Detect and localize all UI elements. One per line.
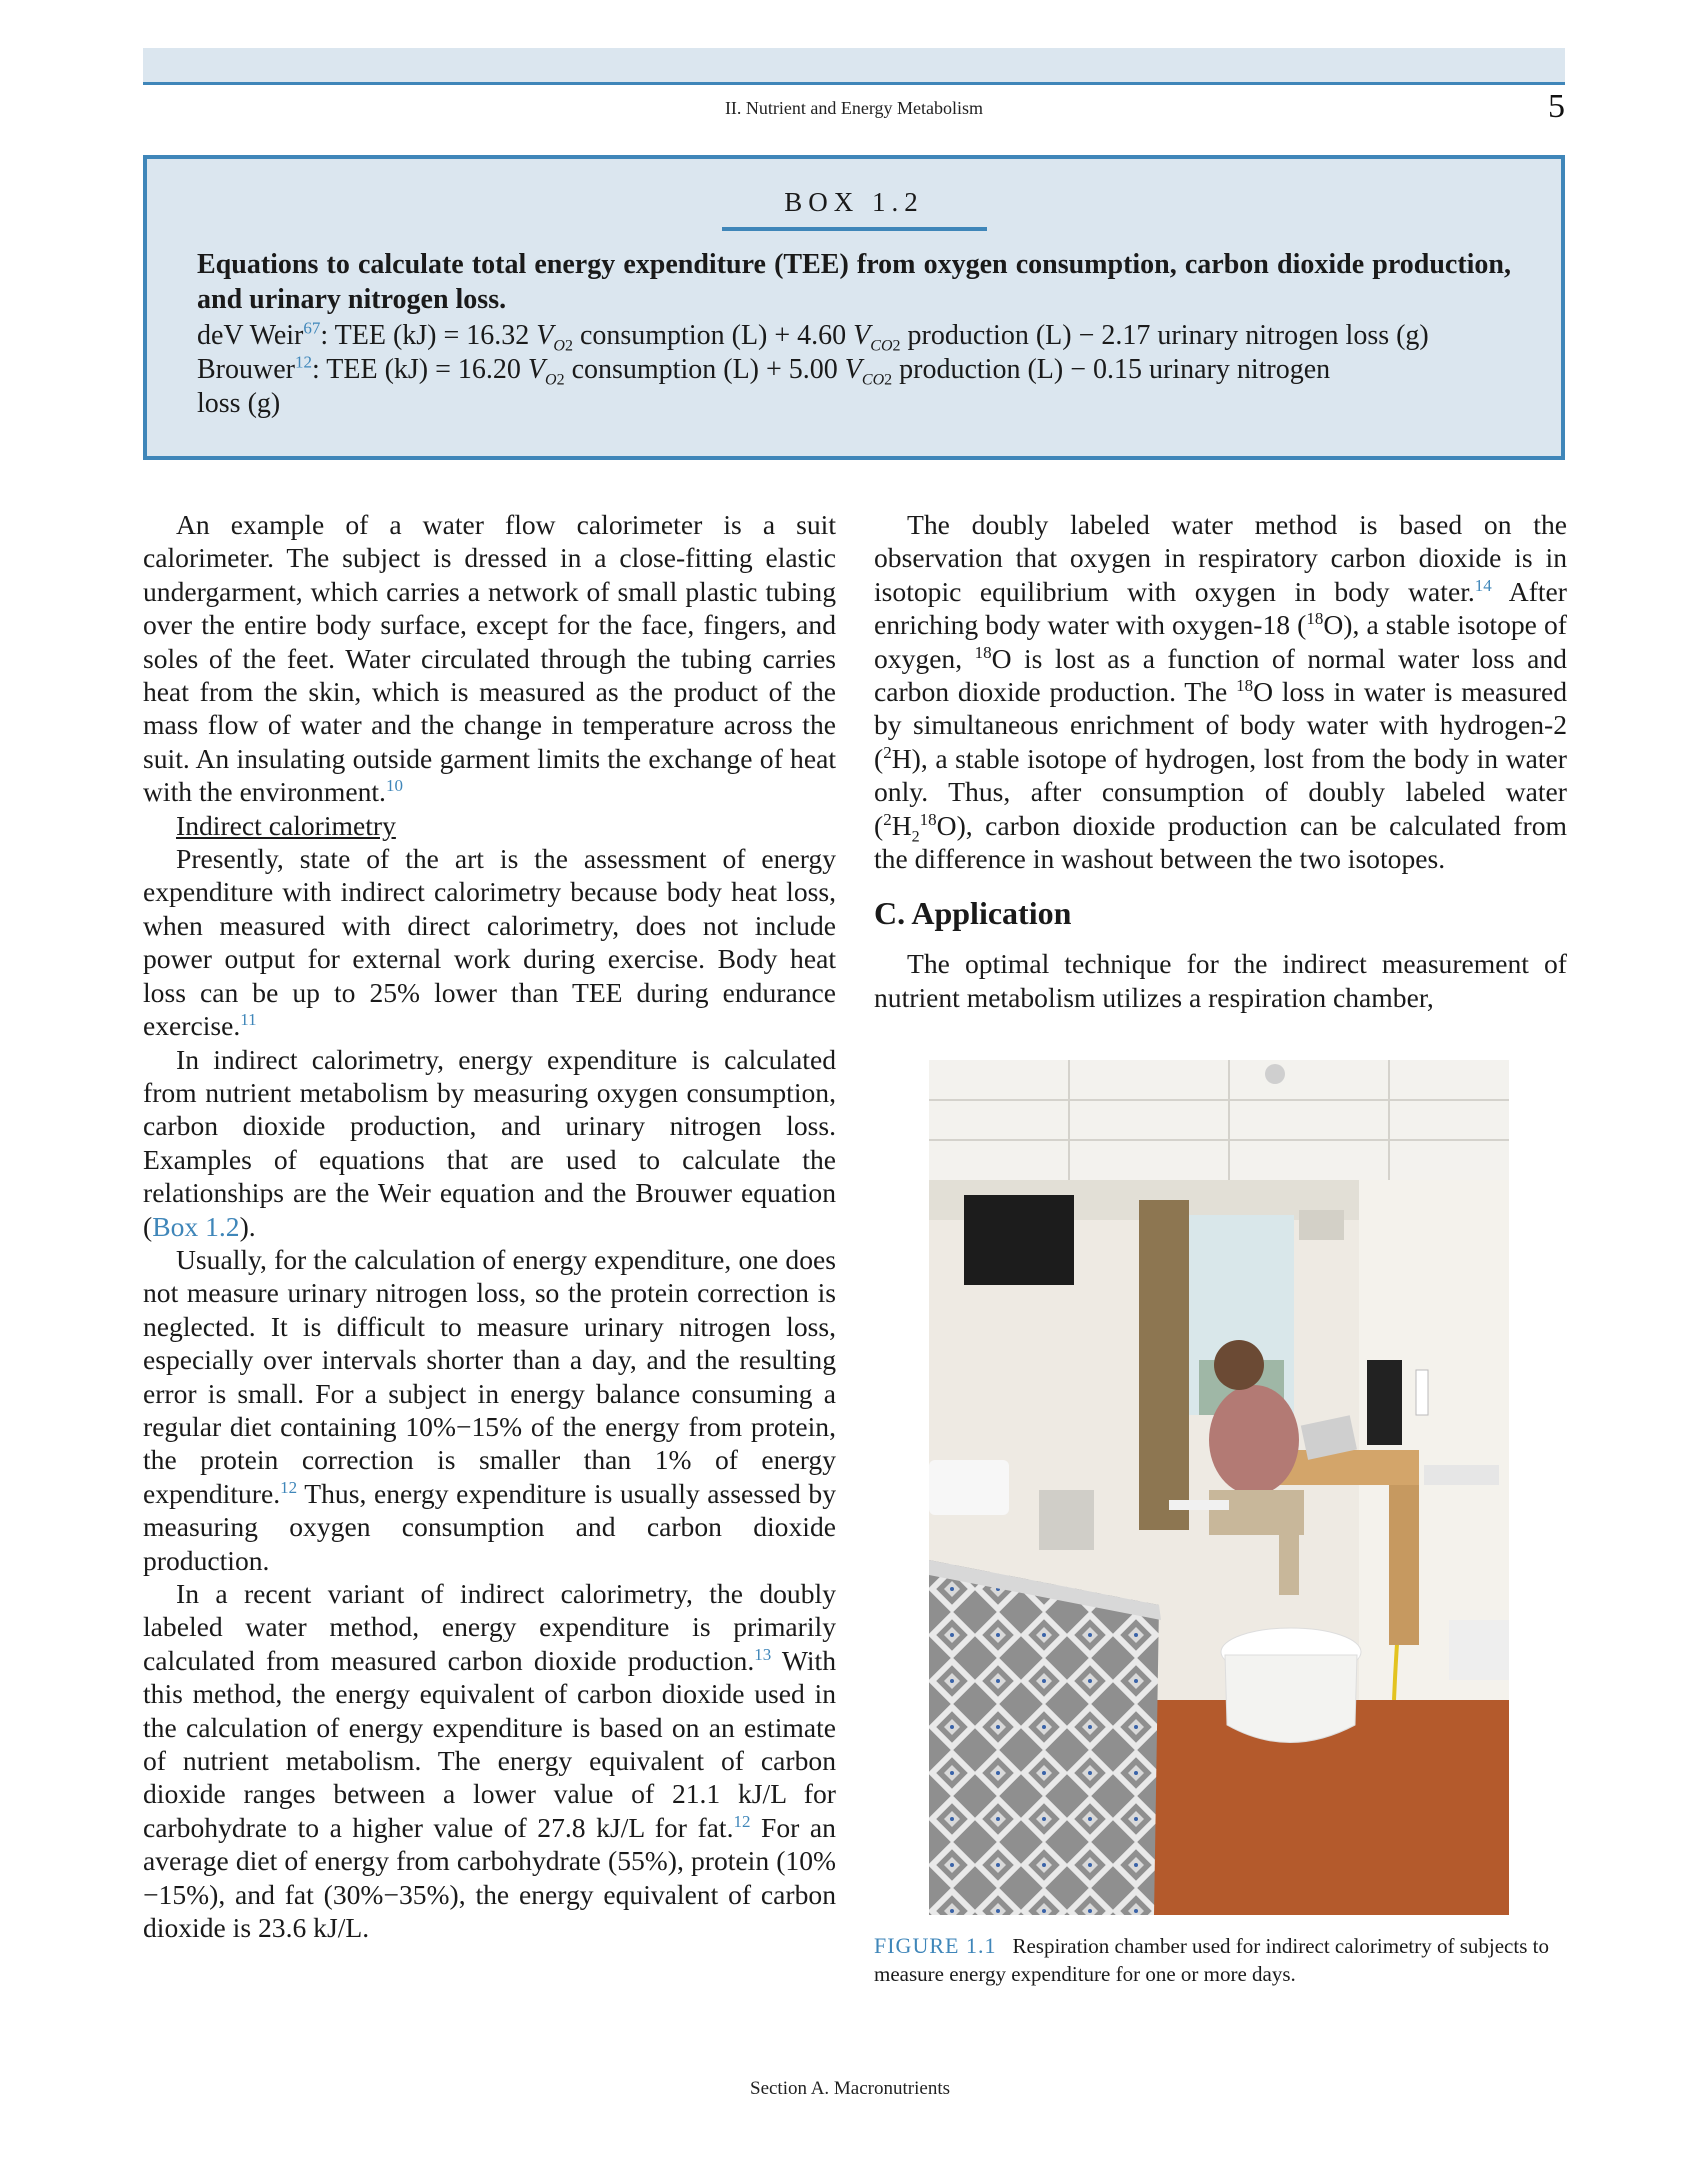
citation-ref[interactable]: 13 (754, 1644, 772, 1664)
running-head: II. Nutrient and Energy Metabolism (724, 98, 984, 118)
brouwer-equation (197, 353, 1511, 387)
brouwer-sub-o2: O (545, 371, 557, 389)
weir-v-co2: V (853, 320, 871, 351)
paragraph (143, 842, 836, 1042)
toilet-body (1225, 1655, 1357, 1743)
vent (1299, 1210, 1344, 1240)
paragraph-text: An example of a water flow calorimeter is a suit calorimeter. The subject is dressed in a close-fitting elastic undergarment, which carries a network of small plastic tubing over the entire body surface, except for the face, fingers, and soles of the feet. Water circulated through the tubing carries heat from the skin, which is measured as the product of the mass flow of water and the change in temperature across the suit. An insulating outside garment limits the exchange of heat with the environment. (143, 509, 836, 808)
paragraph-text: O is lost as a function of normal water loss and carbon dioxide production. The (874, 642, 1567, 708)
header-band (143, 48, 1565, 85)
weir-rhs: production (L) − 2.17 urinary nitrogen loss (g) (900, 320, 1429, 351)
citation-ref[interactable]: 10 (385, 776, 403, 796)
brouwer-lhs: : TEE (kJ) = 16.20 (311, 354, 528, 385)
brouwer-v-o2: V (527, 354, 546, 385)
paragraph (143, 1043, 836, 1243)
isotope-sub: 2 (911, 828, 920, 846)
paragraph-text: O), carbon dioxide production can be calculated from the difference in washout between the two isotopes. (874, 809, 1567, 875)
brouwer-v-co2: V (844, 354, 862, 385)
wall-sockets (1424, 1465, 1499, 1485)
paragraph-text: Usually, for the calculation of energy expenditure, one does not measure urinary nitrogen loss, so the protein correction is neglected. It is difficult to measure urinary nitrogen loss, especially over intervals shorter than a day, and the resulting error is small. For a subject in energy balance consuming a regular diet containing 10%−15% of the energy from protein, the protein correction is smaller than 1% of energy expenditure. (143, 1243, 836, 1509)
page-footer: Section A. Macronutrients (750, 2078, 950, 2099)
tv-screen (964, 1195, 1074, 1285)
subhead-indirect-calorimetry: Indirect calorimetry (176, 809, 396, 841)
paragraph (874, 947, 1567, 1014)
bed-quilt (929, 1560, 1159, 1915)
section-heading: C. Application (874, 895, 1072, 932)
isotope-sup: 18 (1306, 609, 1324, 629)
figure-caption (874, 1932, 1567, 1988)
citation-ref[interactable]: 11 (240, 1009, 257, 1029)
weir-v-o2: V (536, 320, 554, 351)
isotope-sup: 2 (883, 809, 892, 829)
ceiling (929, 1060, 1509, 1180)
dispenser (1449, 1620, 1509, 1680)
sensor (1265, 1064, 1285, 1084)
paragraph-text: O), a stable isotope of oxygen, (874, 609, 1567, 674)
weir-mid: consumption (L) + 4.60 (572, 320, 854, 351)
citation-ref[interactable]: 12 (280, 1477, 298, 1497)
chair (1169, 1500, 1229, 1510)
isotope-sup: 18 (919, 809, 937, 829)
brouwer-rhs: production (L) − 0.15 urinary nitrogen (892, 354, 1331, 385)
paragraph (143, 1577, 836, 1944)
paragraph (874, 508, 1567, 875)
weir-sub-o2-num: 2 (564, 337, 573, 355)
citation-ref[interactable]: 14 (1474, 575, 1492, 595)
box-link[interactable]: Box 1.2 (152, 1210, 240, 1242)
brouwer-equation-cont: loss (g) (197, 388, 281, 419)
paragraph-text: The doubly labeled water method is based on the observation that oxygen in respiratory carbon dioxide is in isotopic equilibrium with oxygen in body water. (874, 509, 1567, 607)
box-1-2 (143, 155, 1565, 460)
sink (929, 1460, 1009, 1515)
weir-lhs: : TEE (kJ) = 16.32 (320, 320, 537, 351)
figure-label: FIGURE 1.1 (874, 1933, 997, 1958)
paragraph-text: For an average diet of energy from carbohydrate (55%), protein (10%−15%), and fat (30%−35%), the energy equivalent of carbon dioxide is 23.6 kJ/L. (143, 1811, 836, 1944)
paragraph-text: Presently, state of the art is the assessment of energy expenditure with indirect calorimetry because body heat loss, when measured with direct calorimetry, does not include power output for external work during exercise. Body heat loss can be up to 25% lower than TEE during endurance exercise. (143, 843, 836, 1042)
desk (1279, 1450, 1419, 1485)
citation-ref[interactable]: 12 (733, 1811, 751, 1831)
page-number: 5 (1548, 88, 1565, 125)
radiator (1039, 1490, 1094, 1550)
person-head (1214, 1340, 1264, 1390)
respiration-chamber-photo (929, 1060, 1509, 1915)
isotope-sup: 18 (1236, 675, 1254, 695)
paragraph-text: After enriching body water with oxygen-18 ( (874, 575, 1567, 641)
paragraph (143, 508, 836, 809)
isotope-sup: 18 (974, 642, 992, 662)
weir-name: deV Weir (197, 320, 304, 351)
brouwer-sub-o2-num: 2 (556, 371, 565, 389)
weir-ref[interactable]: 67 (303, 318, 321, 338)
box-title: Equations to calculate total energy expenditure (TEE) from oxygen consumption, carbon dioxide production, and urinary nitrogen loss. (197, 249, 1511, 315)
paragraph-text: With this method, the energy equivalent of carbon dioxide used in the calculation of energy expenditure is based on an estimate of nutrient metabolism. The energy equivalent of carbon dioxide ranges between a lower value of 21.1 kJ/L for carbohydrate to a higher value of 27.8 kJ/L for fat. (143, 1644, 836, 1843)
paragraph-text: O loss in water is measured by simultaneous enrichment of body water with hydrogen-2 ( (874, 676, 1567, 774)
paragraph-text: The optimal technique for the indirect measurement of nutrient metabolism utilizes a respiration chamber, (874, 948, 1567, 1013)
weir-sub-o2: O (553, 337, 565, 355)
brouwer-sub-co2-num: 2 (884, 371, 893, 389)
box-label: BOX 1.2 (784, 187, 924, 217)
brouwer-sub-co2: CO (861, 371, 885, 389)
paragraph-text: Thus, energy expenditure is usually assessed by measuring oxygen consumption and carbon dioxide production. (143, 1477, 836, 1576)
paragraph-text: In indirect calorimetry, energy expenditure is calculated from nutrient metabolism by measuring oxygen consumption, carbon dioxide production, and urinary nitrogen loss. Examples of equations that are used to calculate the relationships are the Weir equation and the Brouwer equation ( (143, 1043, 836, 1242)
paragraph-text: H), a stable isotope of hydrogen, lost from the body in water only. Thus, after consumption of doubly labeled water ( (874, 742, 1567, 841)
box-label-rule (722, 227, 987, 231)
weir-sub-co2-num: 2 (892, 337, 901, 355)
person-body (1209, 1385, 1299, 1495)
paragraph-text: ). (239, 1210, 256, 1242)
paragraph (143, 1243, 836, 1577)
weir-sub-co2: CO (870, 337, 893, 355)
figure-caption-text: Respiration chamber used for indirect calorimetry of subjects to measure energy expenditure for one or more days. (874, 1934, 1549, 1986)
right-column (874, 508, 1567, 1014)
isotope-sup: 2 (883, 742, 892, 762)
left-column (143, 508, 836, 1944)
brouwer-name: Brouwer (197, 354, 295, 385)
brouwer-ref[interactable]: 12 (294, 352, 312, 372)
weir-equation (197, 319, 1511, 353)
photo-illustration (929, 1060, 1509, 1915)
wall-monitor (1367, 1360, 1402, 1445)
curtain (1139, 1200, 1189, 1530)
brouwer-mid: consumption (L) + 5.00 (564, 354, 845, 385)
paragraph-text: H (891, 809, 912, 841)
paragraph-text: In a recent variant of indirect calorimetry, the doubly labeled water method, energy expenditure is primarily calculated from measured carbon dioxide production. (143, 1578, 836, 1676)
